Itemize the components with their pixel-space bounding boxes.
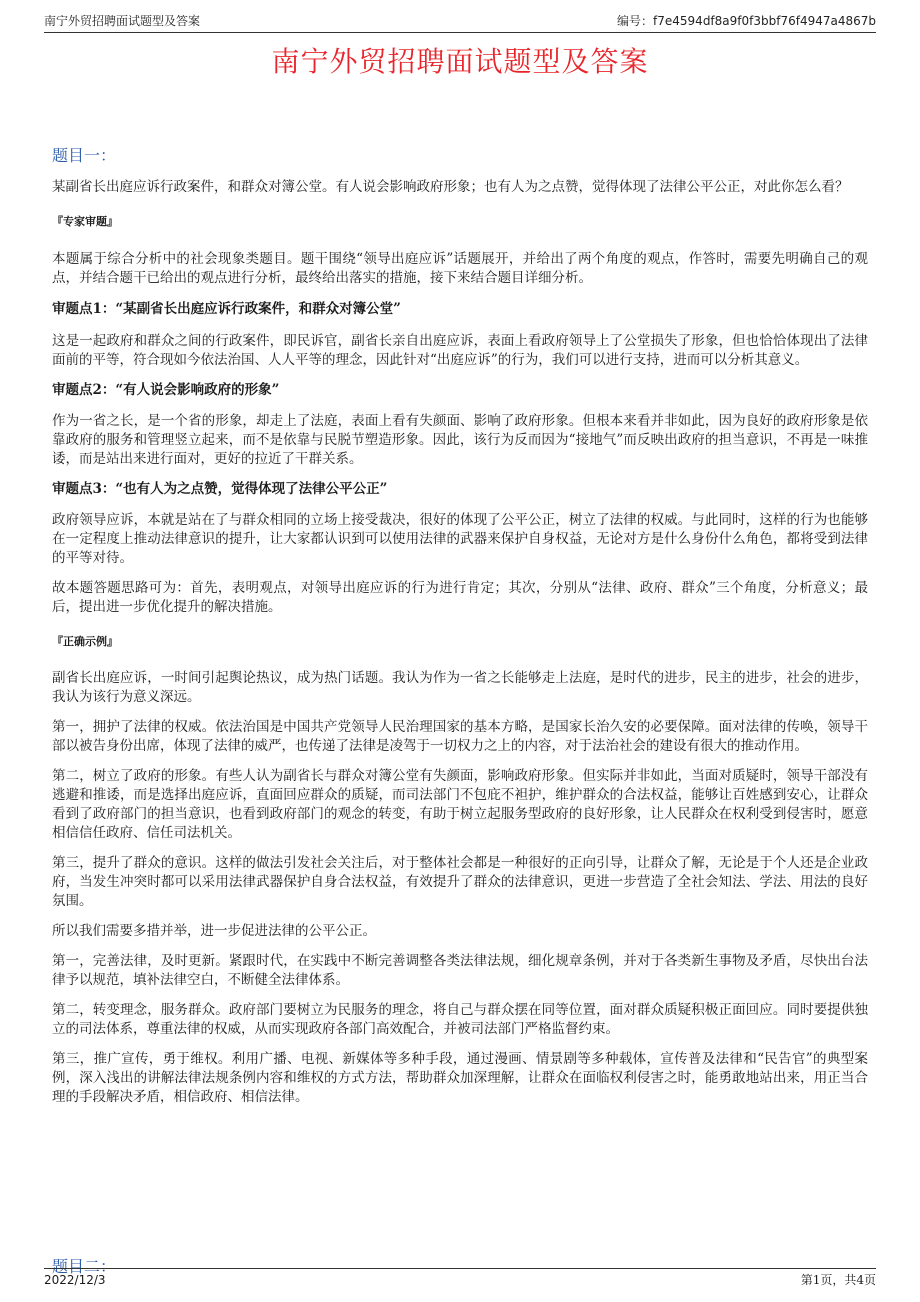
question-1-text: 某副省长出庭应诉行政案件，和群众对簿公堂。有人说会影响政府形象；也有人为之点赞，觉得体现了法律公平公正，对此你怎么看？ <box>52 179 849 195</box>
example-paragraph-1: 副省长出庭应诉，一时间引起舆论热议，成为热门话题。我认为作为一省之长能够走上法庭，是时代的进步，民主的进步，社会的进步，我认为该行为意义深远。 <box>52 670 868 705</box>
expert-review-tag: 『专家审题』 <box>52 215 118 228</box>
correct-example-tag: 『正确示例』 <box>52 635 118 648</box>
footer-page-number: 第1页，共4页 <box>800 1273 876 1287</box>
page-header <box>44 10 876 33</box>
example-paragraph-4: 第三，提升了群众的意识。这样的做法引发社会关注后，对于整体社会都是一种很好的正向引导，让群众了解，无论是于个人还是企业政府，当发生冲突时都可以采用法律武器保护自身合法权益，有效提升了群众的法律意识，更进一步营造了全社会知法、学法、用法的良好氛围。 <box>52 855 868 909</box>
example-paragraph-7: 第二，转变理念，服务群众。政府部门要树立为民服务的理念，将自己与群众摆在同等位置，面对群众质疑积极正面回应。同时要提供独立的司法体系，尊重法律的权威，从而实现政府各部门高效配合，并被司法部门严格监督约束。 <box>52 1002 868 1037</box>
question-1-title: 题目一： <box>52 146 117 165</box>
document-body <box>52 140 868 1107</box>
point-1-text: 这是一起政府和群众之间的行政案件，即民诉官，副省长亲自出庭应诉，表面上看政府领导上了公堂损失了形象，但也恰恰体现出了法律面前的平等，符合现如今依法治国、人人平等的理念，因此针对“出庭应诉”的行为，我们可以进行支持，进而可以分析其意义。 <box>52 333 868 368</box>
example-paragraph-6: 第一，完善法律，及时更新。紧跟时代，在实践中不断完善调整各类法律法规，细化规章条例，并对于各类新生事物及矛盾，尽快出台法律予以规范，填补法律空白，不断健全法律体系。 <box>52 953 868 988</box>
document-title: 南宁外贸招聘面试题型及答案 <box>271 45 649 78</box>
header-doc-name: 南宁外贸招聘面试题型及答案 <box>44 14 201 28</box>
expert-intro: 本题属于综合分析中的社会现象类题目。题干围绕“领导出庭应诉”话题展开，并给出了两个角度的观点，作答时，需要先明确自己的观点，并结合题干已给出的观点进行分析，最终给出落实的措施，接下来结合题目详细分析。 <box>52 251 868 286</box>
point-2-title: 审题点2：“有人说会影响政府的形象” <box>52 382 280 398</box>
example-paragraph-3: 第二，树立了政府的形象。有些人认为副省长与群众对簿公堂有失颜面，影响政府形象。但实际并非如此，当面对质疑时，领导干部没有逃避和推诿，而是选择出庭应诉，直面回应群众的质疑，而司法部门不包庇不袒护，维护群众的合法权益，能够让百姓感到安心，让群众看到了政府部门的担当意识，也看到政府部门的观念的转变，有助于树立起服务型政府的良好形象，让人民群众在权利受到侵害时，愿意相信信任政府、信任司法机关。 <box>52 768 868 841</box>
page-footer <box>44 1268 876 1291</box>
point-2-text: 作为一省之长，是一个省的形象，却走上了法庭，表面上看有失颜面、影响了政府形象。但根本来看并非如此，因为良好的政府形象是依靠政府的服务和管理竖立起来，而不是依靠与民脱节塑造形象。因此，该行为反而因为“接地气”而反映出政府的担当意识，不再是一味推诿，而是站出来进行面对，更好的拉近了干群关系。 <box>52 413 868 467</box>
footer-date: 2022/12/3 <box>44 1273 106 1287</box>
point-3-text: 政府领导应诉，本就是站在了与群众相同的立场上接受裁决，很好的体现了公平公正，树立了法律的权威。与此同时，这样的行为也能够在一定程度上推动法律意识的提升，让大家都认识到可以使用法律的武器来保护自身权益，无论对方是什么身份什么角色，都将受到法律的平等对待。 <box>52 512 868 566</box>
point-3-title: 审题点3：“也有人为之点赞，觉得体现了法律公平公正” <box>52 481 388 497</box>
example-paragraph-8: 第三，推广宣传，勇于维权。利用广播、电视、新媒体等多种手段，通过漫画、情景剧等多种载体，宣传普及法律和“民告官”的典型案例，深入浅出的讲解法律法规条例内容和维权的方式方法，帮助群众加深理解，让群众在面临权利侵害之时，能勇敢地站出来，用正当合理的手段解决矛盾，相信政府、相信法律。 <box>52 1051 868 1105</box>
example-paragraph-2: 第一，拥护了法律的权威。依法治国是中国共产党领导人民治理国家的基本方略，是国家长治久安的必要保障。面对法律的传唤，领导干部以被告身份出席，体现了法律的威严，也传递了法律是凌驾于一切权力之上的内容，对于法治社会的建设有很大的推动作用。 <box>52 719 868 754</box>
header-id-code: f7e4594df8a9f0f3bbf76f4947a4867b <box>653 14 876 28</box>
header-id-label: 编号： <box>617 14 654 28</box>
point-1-title: 审题点1：“某副省长出庭应诉行政案件，和群众对簿公堂” <box>52 301 401 317</box>
header-doc-id <box>617 10 876 32</box>
example-paragraph-5: 所以我们需要多措并举，进一步促进法律的公平公正。 <box>52 923 376 939</box>
question-2-title-partial: 题目二： <box>52 1257 117 1276</box>
answer-approach: 故本题答题思路可为：首先，表明观点，对领导出庭应诉的行为进行肯定；其次，分别从“法律、政府、群众”三个角度，分析意义；最后，提出进一步优化提升的解决措施。 <box>52 580 868 615</box>
